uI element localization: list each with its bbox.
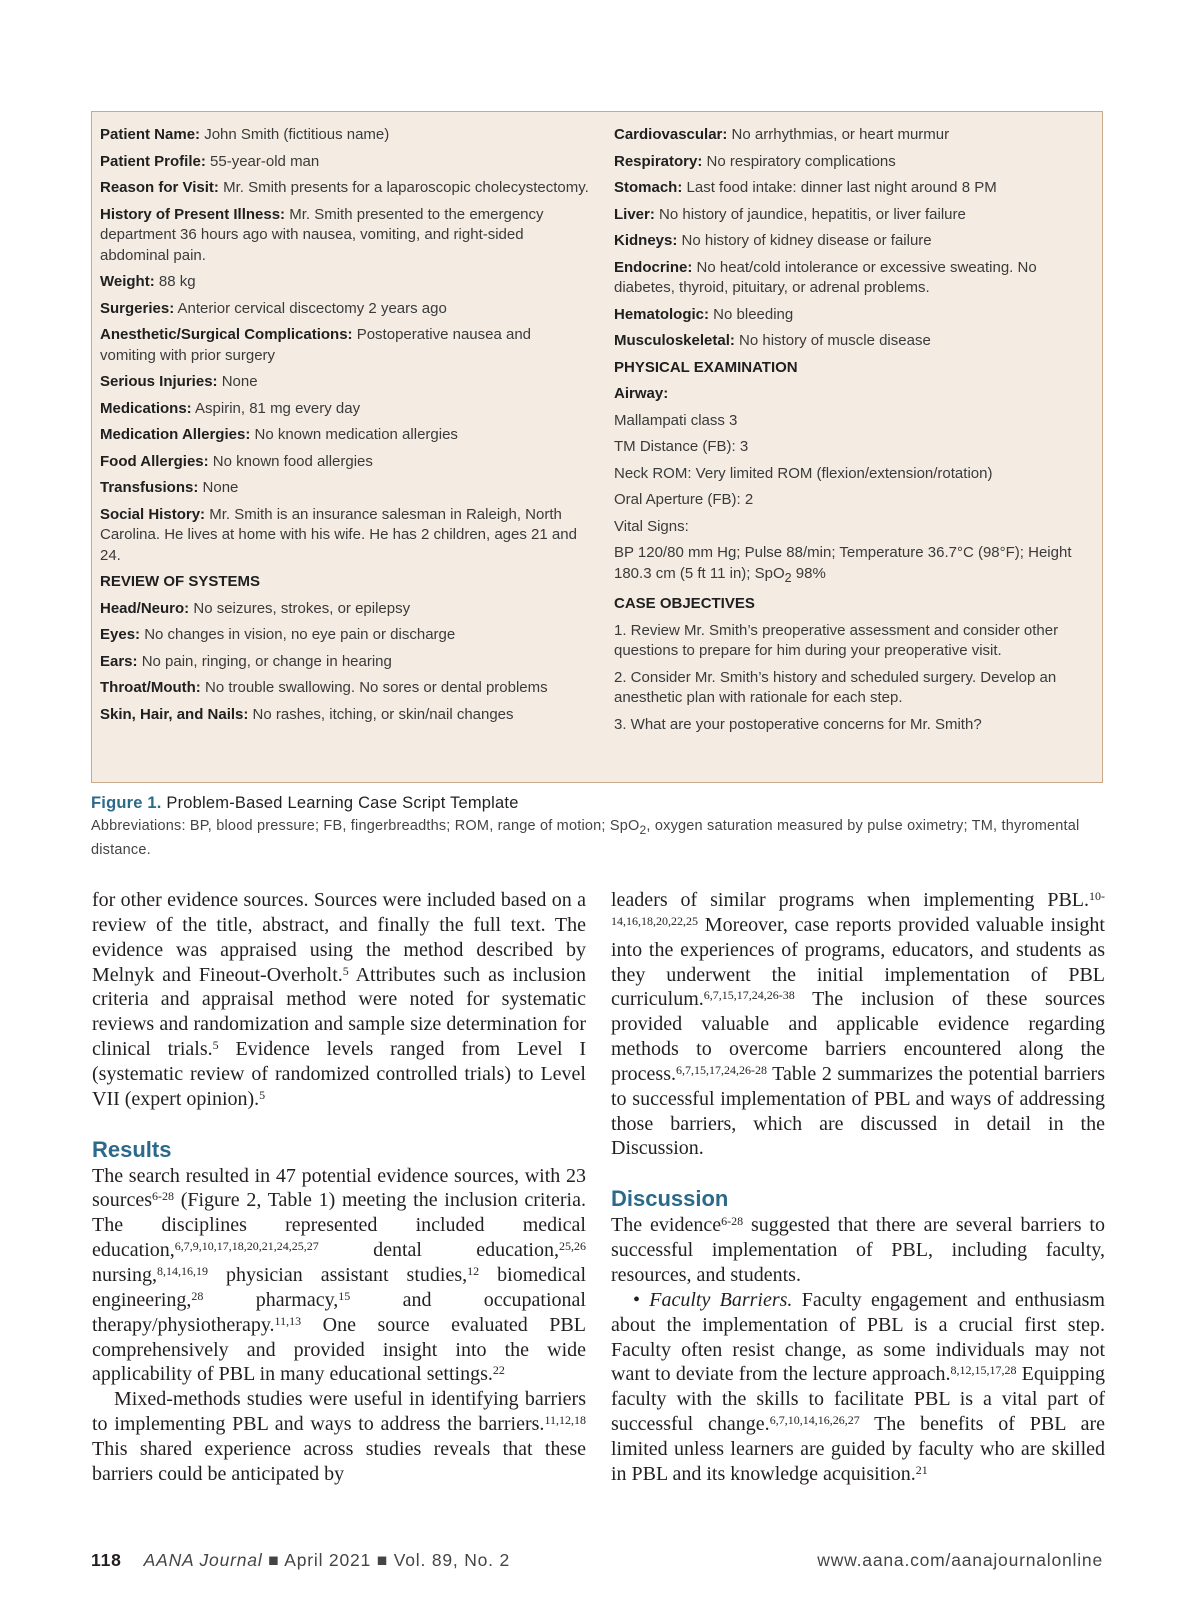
section-heading: CASE OBJECTIVES xyxy=(614,595,755,612)
page-footer xyxy=(91,1550,1103,1571)
review-field xyxy=(100,625,590,646)
text-run: suggested that there are several barriers to successful implementation of PBL, including faculty, resources, and students. xyxy=(611,1214,1105,1286)
field-label: Eyes: xyxy=(100,626,141,643)
citation: 22 xyxy=(492,1363,505,1378)
case-field xyxy=(614,258,1092,299)
airway-label: Airway: xyxy=(614,385,669,402)
case-field xyxy=(100,178,590,199)
body-paragraph xyxy=(611,888,1105,1161)
case-field xyxy=(100,272,590,293)
caption-abbr-sub: 2 xyxy=(639,822,647,837)
review-field xyxy=(100,599,590,620)
field-label: Stomach: xyxy=(614,179,683,196)
text-run: (Figure 2, Table 1) meeting the inclusion criteria. The disciplines represented included medical education, xyxy=(92,1189,586,1262)
case-field xyxy=(614,178,1092,199)
citation: 6-28 xyxy=(721,1214,744,1229)
citation: 6,7,15,17,24,26-28 xyxy=(675,1062,767,1077)
field-value: No known medication allergies xyxy=(250,426,458,443)
case-field xyxy=(100,478,590,499)
results-heading: Results xyxy=(92,1136,172,1162)
text-run: biomedical engineering, xyxy=(92,1263,587,1311)
caption-abbr-part: , oxygen saturation measured by pulse oximetry; TM, thyromental distance. xyxy=(91,818,1080,858)
caption-abbreviations xyxy=(91,816,1106,860)
citation: 5 xyxy=(342,963,349,978)
citation: 11,13 xyxy=(274,1313,302,1328)
citation: 6-28 xyxy=(151,1189,174,1204)
field-label: Weight: xyxy=(100,273,155,290)
text-run: and occupational therapy/physiotherapy. xyxy=(92,1288,586,1336)
field-value: No heat/cold intolerance or excessive sweating. No diabetes, thyroid, pituitary, or adrenal problems. xyxy=(614,258,1037,296)
field-value: None xyxy=(217,373,258,390)
citation: 10-14,16,18,20,22,25 xyxy=(611,889,1105,928)
paragraph-text xyxy=(611,1289,1105,1485)
text-run: Evidence levels ranged from Level I (systematic review of randomized controlled trials) to Level VII (expert opinion). xyxy=(92,1038,586,1110)
field-value: No pain, ringing, or change in hearing xyxy=(137,652,392,670)
text-run: The evidence xyxy=(611,1214,722,1237)
field-label: Social History: xyxy=(100,505,206,523)
field-label: Skin, Hair, and Nails: xyxy=(100,705,249,723)
citation: 6,7,9,10,17,18,20,21,24,25,27 xyxy=(174,1239,319,1254)
volume-number: Vol. 89, No. 2 xyxy=(393,1550,511,1570)
text-run: dental education, xyxy=(318,1239,559,1262)
field-value: John Smith (fictitious name) xyxy=(200,126,390,143)
text-run: nursing, xyxy=(92,1263,157,1286)
field-value: Last food intake: dinner last night around 8 PM xyxy=(682,179,997,196)
case-field xyxy=(100,399,590,420)
field-value: No rashes, itching, or skin/nail changes xyxy=(248,705,514,723)
field-value: No seizures, strokes, or epilepsy xyxy=(189,599,411,617)
field-label: Respiratory: xyxy=(614,152,703,170)
case-field xyxy=(100,372,590,393)
field-label: Patient Profile: xyxy=(100,152,206,170)
case-script-box xyxy=(91,111,1103,783)
caption-abbr-part: Abbreviations: BP, blood pressure; FB, fingerbreadths; ROM, range of motion; SpO xyxy=(91,818,640,834)
objective-item: 3. What are your postoperative concerns for Mr. Smith? xyxy=(614,715,982,733)
field-value: No history of muscle disease xyxy=(734,332,931,349)
journal-name: AANA Journal xyxy=(143,1550,263,1570)
field-label: Patient Name: xyxy=(100,126,201,143)
field-label: Ears: xyxy=(100,652,138,670)
exam-item: TM Distance (FB): 3 xyxy=(614,438,749,455)
field-label: Head/Neuro: xyxy=(100,599,190,617)
field-label: Medications: xyxy=(100,399,192,417)
figure-caption xyxy=(91,794,1106,860)
caption-label: Figure 1. xyxy=(91,794,162,812)
text-run: Mixed-methods studies were useful in identifying barriers to implementing PBL and ways to address the barriers. xyxy=(92,1388,586,1436)
vitals-sub: 2 xyxy=(784,570,792,585)
text-run: The inclusion of these sources provided valuable and applicable evidence regarding methods to overcome barriers encountered along the process. xyxy=(611,988,1105,1085)
field-value: Aspirin, 81 mg every day xyxy=(191,399,361,417)
field-label: Endocrine: xyxy=(614,258,693,276)
field-label: Food Allergies: xyxy=(100,452,209,470)
bullet: • xyxy=(633,1288,650,1311)
text-run: The benefits of PBL are limited unless learners are guided by faculty who are skilled in PBL and its knowledge acquisition. xyxy=(611,1413,1105,1485)
field-value: No changes in vision, no eye pain or discharge xyxy=(140,626,456,643)
vitals-tail: 98% xyxy=(791,564,826,582)
citation: 12 xyxy=(467,1263,480,1278)
field-value: No history of kidney disease or failure xyxy=(677,232,932,249)
text-run: leaders of similar programs when implementing PBL. xyxy=(611,889,1089,911)
case-field xyxy=(100,505,590,567)
field-label: History of Present Illness: xyxy=(100,205,286,223)
field-value: Postoperative nausea and vomiting with prior surgery xyxy=(100,326,532,364)
text-run: physician assistant studies, xyxy=(208,1263,468,1286)
body-paragraph xyxy=(611,1288,1105,1487)
case-field xyxy=(100,299,590,320)
text-run: One source evaluated PBL comprehensively and provided insight into the wide applicability of PBL in many educational settings. xyxy=(92,1313,586,1386)
text-run: for other evidence sources. Sources were included based on a review of the title, abstract, and finally the full text. The evidence was appraised using the method described by Melnyk and Fineout-Overholt. xyxy=(92,889,586,986)
case-field xyxy=(614,231,1092,252)
field-label: Medication Allergies: xyxy=(100,426,251,443)
citation: 8,12,15,17,28 xyxy=(950,1363,1017,1378)
case-field xyxy=(100,325,590,366)
body-right-column xyxy=(611,888,1105,1487)
field-value: No arrhythmias, or heart murmur xyxy=(727,126,950,143)
citation: 11,12,18 xyxy=(544,1413,586,1428)
caption-title xyxy=(91,794,1106,813)
body-paragraph xyxy=(92,1164,586,1388)
exam-item: Neck ROM: Very limited ROM (flexion/extension/rotation) xyxy=(614,464,993,482)
objective-item: 2. Consider Mr. Smith’s history and scheduled surgery. Develop an anesthetic plan with rationale for each step. xyxy=(614,668,1057,706)
field-label: Kidneys: xyxy=(614,232,678,249)
discussion-heading: Discussion xyxy=(611,1186,729,1212)
section-heading: PHYSICAL EXAMINATION xyxy=(614,358,798,376)
objective-item: 1. Review Mr. Smith’s preoperative assessment and consider other questions to prepare for him during your preoperative visit. xyxy=(614,621,1059,659)
page-number: 118 xyxy=(91,1550,122,1570)
field-label: Reason for Visit: xyxy=(100,179,219,196)
text-run: Faculty engagement and enthusiasm about the implementation of PBL is a crucial first step. Faculty often resist change, as some individuals may not want to deviate from the lecture approach. xyxy=(611,1288,1105,1386)
issue-date: April 2021 xyxy=(284,1550,372,1570)
field-value: Mr. Smith presented to the emergency department 36 hours ago with nausea, vomiting, and right-sided abdominal pain. xyxy=(100,205,544,264)
text-run: Attributes such as inclusion criteria and appraisal method were noted for systematic reviews and randomization and sample size determination for clinical trials. xyxy=(92,963,586,1061)
case-field xyxy=(614,125,1092,146)
field-value: Mr. Smith is an insurance salesman in Raleigh, North Carolina. He lives at home with his wife. He has 2 children, ages 21 and 24. xyxy=(100,505,577,564)
exam-item: Oral Aperture (FB): 2 xyxy=(614,491,754,508)
field-label: Musculoskeletal: xyxy=(614,332,735,349)
citation: 5 xyxy=(259,1087,266,1102)
body-paragraph xyxy=(92,888,586,1112)
case-field xyxy=(100,205,590,267)
field-value: 55-year-old man xyxy=(205,152,320,170)
field-value: No known food allergies xyxy=(208,452,373,470)
field-value: None xyxy=(198,479,239,496)
journal-url[interactable]: www.aana.com/aanajournalonline xyxy=(817,1550,1103,1570)
citation: 28 xyxy=(191,1288,204,1303)
field-value: 88 kg xyxy=(154,273,196,290)
case-right-column xyxy=(614,125,1092,741)
footer-separator: ■ xyxy=(371,1550,394,1570)
citation: 5 xyxy=(212,1038,219,1053)
text-run: This shared experience across studies reveals that these barriers could be anticipated by xyxy=(92,1437,586,1485)
review-field xyxy=(100,678,590,699)
field-value: No history of jaundice, hepatitis, or liver failure xyxy=(654,205,966,223)
review-field xyxy=(100,652,590,673)
case-field xyxy=(100,425,590,446)
footer-separator: ■ xyxy=(262,1550,285,1570)
field-value: No bleeding xyxy=(709,305,794,323)
field-label: Liver: xyxy=(614,205,655,223)
citation: 21 xyxy=(915,1462,928,1477)
field-value: Anterior cervical discectomy 2 years ago xyxy=(174,299,447,317)
case-field xyxy=(614,331,1092,352)
field-label: Anesthetic/Surgical Complications: xyxy=(100,326,353,343)
field-value: No trouble swallowing. No sores or dental problems xyxy=(200,679,548,696)
section-heading: REVIEW OF SYSTEMS xyxy=(100,573,261,590)
field-label: Hematologic: xyxy=(614,305,710,323)
field-label: Cardiovascular: xyxy=(614,126,728,143)
case-field xyxy=(614,305,1092,326)
case-field xyxy=(100,452,590,473)
citation: 6,7,15,17,24,26-38 xyxy=(703,988,795,1003)
exam-item: Mallampati class 3 xyxy=(614,411,738,429)
vitals-text: BP 120/80 mm Hg; Pulse 88/min; Temperature 36.7°C (98°F); Height 180.3 cm (5 ft 11 in); SpO xyxy=(614,544,1072,582)
citation: 15 xyxy=(338,1288,351,1303)
case-field xyxy=(614,205,1092,226)
caption-title-text: Problem-Based Learning Case Script Template xyxy=(161,794,519,812)
exam-item: Vital Signs: xyxy=(614,517,689,535)
body-paragraph xyxy=(611,1213,1105,1288)
field-label: Serious Injuries: xyxy=(100,373,218,390)
case-field xyxy=(614,152,1092,173)
case-field xyxy=(100,152,590,173)
citation: 8,14,16,19 xyxy=(157,1263,208,1278)
text-run: Equipping faculty with the skills to facilitate PBL is a vital part of successful change. xyxy=(611,1363,1105,1436)
field-label: Surgeries: xyxy=(100,299,175,317)
citation: 25,26 xyxy=(559,1239,586,1254)
text-run: Moreover, case reports provided valuable insight into the experiences of programs, educators, and students as they underwent the initial implementation of PBL curriculum. xyxy=(611,913,1105,1011)
review-field xyxy=(100,705,590,726)
citation: 6,7,10,14,16,26,27 xyxy=(769,1413,860,1428)
text-run: Table 2 summarizes the potential barriers to successful implementation of PBL and ways of addressing those barriers, which are discussed in detail in the Discussion. xyxy=(611,1062,1105,1160)
body-paragraph xyxy=(92,1387,586,1486)
text-run: pharmacy, xyxy=(203,1288,339,1311)
field-label: Throat/Mouth: xyxy=(100,679,201,696)
field-label: Transfusions: xyxy=(100,479,199,496)
field-value: Mr. Smith presents for a laparoscopic cholecystectomy. xyxy=(218,179,589,196)
body-left-column xyxy=(92,888,586,1487)
subheading-italic: Faculty Barriers. xyxy=(649,1288,793,1311)
case-left-column xyxy=(100,125,590,731)
case-field xyxy=(100,125,590,146)
vital-signs xyxy=(614,543,1092,588)
text-run: The search resulted in 47 potential evidence sources, with 23 sources xyxy=(92,1164,586,1212)
field-value: No respiratory complications xyxy=(702,152,896,170)
